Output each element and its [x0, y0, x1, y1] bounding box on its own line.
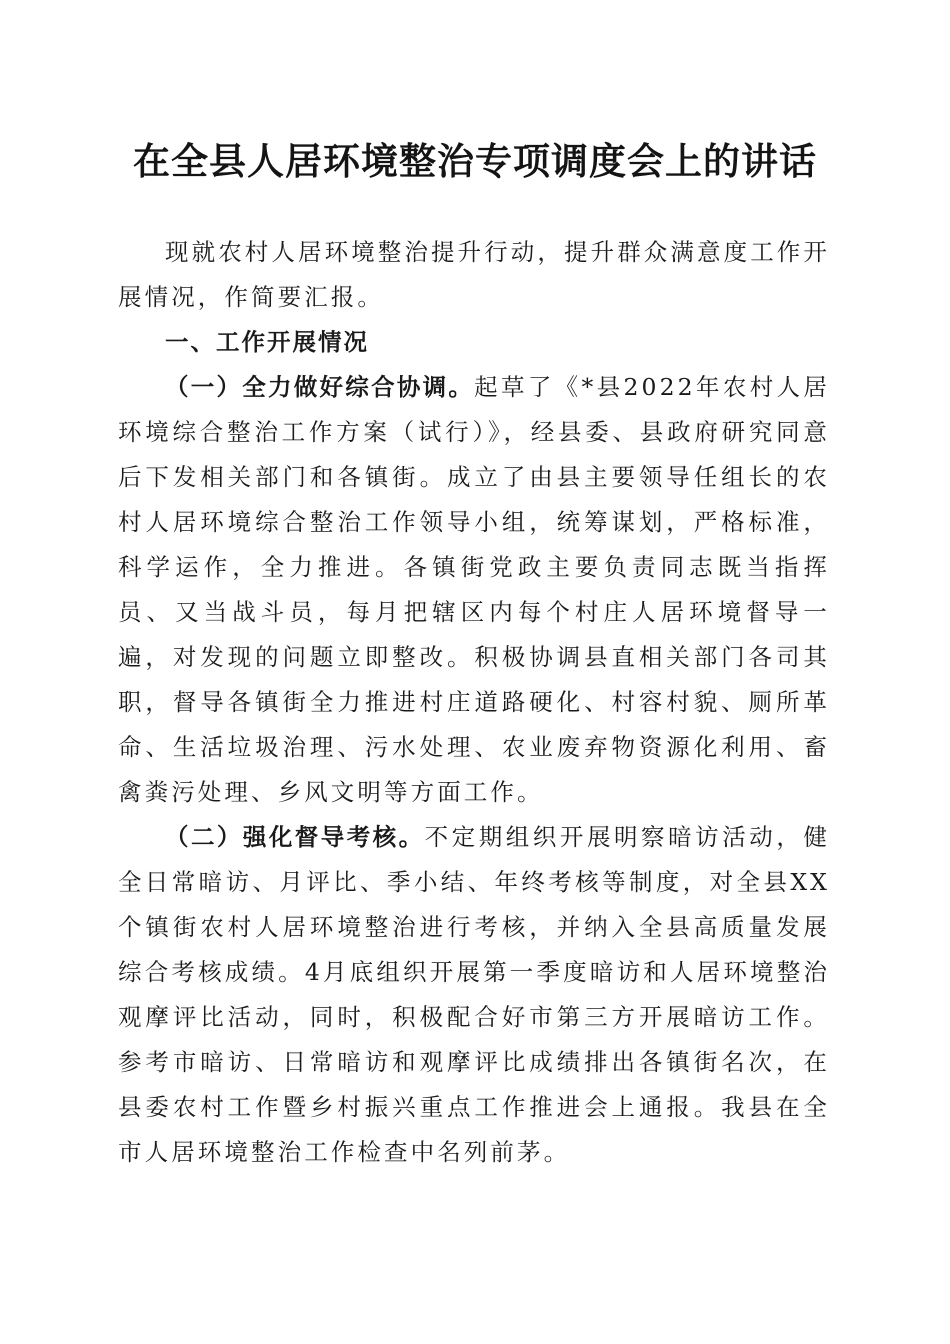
document-title: 在全县人居环境整治专项调度会上的讲话: [133, 139, 817, 183]
paragraph-lead: （二）强化督导考核。: [165, 823, 425, 851]
document-body: [118, 230, 830, 1175]
paragraph-coordination: [118, 365, 830, 815]
paragraph-text: 起草了《*县2022年农村人居环境综合整治工作方案（试行）》，经县委、县政府研究同意后下发相关部门和各镇街。成立了由县主要领导任组长的农村人居环境综合整治工作领导小组，统筹谋划，严格标准，科学运作，全力推进。各镇街党政主要负责同志既当指挥员、又当战斗员，每月把辖区内每个村庄人居环境督导一遍，对发现的问题立即整改。积极协调县直相关部门各司其职，督导各镇街全力推进村庄道路硬化、村容村貌、厕所革命、生活垃圾治理、污水处理、农业废弃物资源化利用、畜禽粪污处理、乡风文明等方面工作。: [118, 373, 831, 806]
paragraph-supervision: [118, 815, 830, 1175]
intro-paragraph: 现就农村人居环境整治提升行动，提升群众满意度工作开展情况，作简要汇报。: [118, 238, 830, 311]
section-heading: 一、工作开展情况: [165, 328, 369, 356]
paragraph-text: 不定期组织开展明察暗访活动，健全日常暗访、月评比、季小结、年终考核等制度，对全县XX个镇街农村人居环境整治进行考核，并纳入全县高质量发展综合考核成绩。4月底组织开展第一季度暗访和人居环境整治观摩评比活动，同时，积极配合好市第三方开展暗访工作。参考市暗访、日常暗访和观摩评比成绩排出各镇街名次，在县委农村工作暨乡村振兴重点工作推进会上通报。我县在全市人居环境整治工作检查中名列前茅。: [118, 823, 831, 1166]
paragraph-lead: （一）全力做好综合协调。: [165, 373, 475, 401]
